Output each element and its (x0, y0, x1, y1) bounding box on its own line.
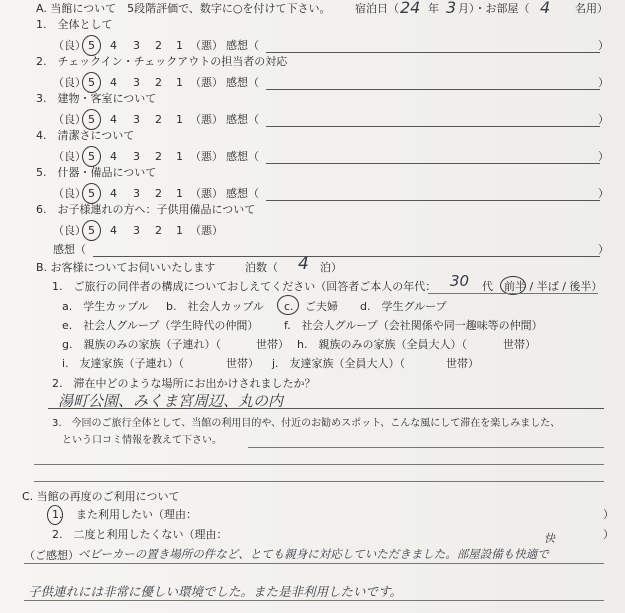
rating-bad-label: （悪） (190, 76, 223, 89)
room-people-value: 4 (540, 0, 551, 17)
option-c: ご夫婦 (305, 300, 338, 313)
comment-close: ） (598, 150, 609, 163)
rating-bad-label: （悪） (190, 39, 223, 52)
rating-number-3[interactable]: 3 (133, 224, 140, 237)
q2-text: 2. 滞在中どのような場所にお出かけされましたか？ (52, 377, 316, 390)
comment-line[interactable] (266, 200, 600, 201)
rating-number-5[interactable]: 5 (88, 113, 95, 126)
section-a-item-title: 5. 什器・備品について (36, 166, 157, 179)
stay-date-label: 宿泊日（ (355, 2, 399, 15)
c-option2: 2. 二度と利用したくない（理由： (52, 528, 228, 541)
q3-answer-line-3 (34, 481, 604, 482)
rating-number-4[interactable]: 4 (110, 113, 117, 126)
rating-number-1[interactable]: 1 (176, 39, 183, 52)
rating-number-3[interactable]: 3 (133, 39, 140, 52)
rating-number-2[interactable]: 2 (155, 224, 162, 237)
option-c-circle (277, 295, 299, 315)
rating-good-label: （良） (53, 150, 86, 163)
option-j-tail: 世帯） (446, 357, 479, 370)
option-h-tail: 世帯） (503, 338, 536, 351)
rating-number-4[interactable]: 4 (110, 150, 117, 163)
rating-number-2[interactable]: 2 (155, 187, 162, 200)
option-i: i. 友達家族（子連れ）（ (62, 357, 185, 370)
rating-number-1[interactable]: 1 (176, 187, 183, 200)
q2-answer: 湯町公園、みくま宮周辺、丸の内 (58, 392, 284, 410)
rating-bad-label: （悪） (190, 224, 223, 237)
comment-label: 感想（ (226, 113, 259, 126)
rating-number-1[interactable]: 1 (176, 113, 183, 126)
month-room-label: 月）・お部屋（ (458, 2, 530, 15)
q2-answer-line (48, 408, 604, 409)
rating-good-label: （良） (53, 76, 86, 89)
feedback-label: （ご感想） (24, 549, 79, 562)
rating-selected-circle (82, 220, 101, 241)
option-a: a. 学生カップル (62, 300, 149, 313)
c-option1: また利用したい（理由： (76, 508, 197, 521)
option-d: d. 学生グループ (360, 300, 447, 313)
section-a-instruction: A. 当館について 5段階評価で、数字に○を付けて下さい。 (36, 2, 331, 15)
option-i-tail: 世帯） (226, 357, 259, 370)
comment-close: ） (598, 39, 609, 52)
rating-number-1[interactable]: 1 (176, 76, 183, 89)
rating-number-2[interactable]: 2 (155, 76, 162, 89)
feedback-insert-mark: 快 (544, 532, 555, 545)
q3-line2: という口コミ情報を教えて下さい。 (62, 435, 222, 446)
feedback-line-2 (24, 600, 604, 601)
nights-suffix: 泊） (320, 261, 342, 274)
comment-line[interactable] (266, 126, 600, 127)
q3-line1: 3. 今回のご旅行全体として、当館の利用目的や、付近のお勧めスポット、こんな風にして滞在を楽しみました、 (52, 418, 561, 429)
section-c-title: C. 当館の再度のご利用について (22, 490, 180, 503)
rating-number-3[interactable]: 3 (133, 113, 140, 126)
age-value: 30 (450, 272, 470, 290)
section-a-item-title: 1. 全体として (36, 18, 113, 31)
rating-number-4[interactable]: 4 (110, 187, 117, 200)
feedback-line1: ベビーカーの置き場所の件など、とても親身に対応していただきました。部屋設備も快適で (78, 547, 549, 561)
comment-line[interactable] (266, 163, 600, 164)
section-a-item-title: 4. 清潔さについて (36, 129, 135, 142)
stay-month-value: 3 (446, 0, 457, 17)
comment-close: ） (598, 76, 609, 89)
feedback-line2: 子供連れには非常に優しい環境でした。また是非利用したいです。 (28, 584, 403, 599)
rating-selected-circle (82, 72, 101, 93)
comment-label: 感想（ (226, 76, 259, 89)
comment-line[interactable] (266, 52, 600, 53)
option-g: g. 親族のみの家族（子連れ）（ (62, 338, 221, 351)
option-b: b. 社会人カップル (166, 300, 264, 313)
age-underline (428, 293, 598, 294)
stay-year-value: 24 (400, 0, 421, 17)
comment-close: ） (598, 243, 609, 256)
rating-number-1[interactable]: 1 (176, 150, 183, 163)
rating-number-3[interactable]: 3 (133, 150, 140, 163)
option-e: e. 社会人グループ（学生時代の仲間） (62, 319, 259, 332)
rating-number-5[interactable]: 5 (88, 39, 95, 52)
rating-number-2[interactable]: 2 (155, 150, 162, 163)
age-options: 前半 / 半ば / 後半） (504, 280, 603, 293)
section-b-title: B. お客様についてお伺いいたします (36, 261, 216, 274)
rating-number-5[interactable]: 5 (88, 150, 95, 163)
rating-number-2[interactable]: 2 (155, 113, 162, 126)
q3-answer-line-2 (34, 464, 604, 465)
section-a-item-title: 3. 建物・客室について (36, 92, 157, 105)
rating-selected-circle (82, 183, 101, 204)
comment-close: ） (598, 187, 609, 200)
rating-good-label: （良） (53, 113, 86, 126)
year-label: 年 (428, 2, 439, 15)
comment-line[interactable] (266, 89, 600, 90)
rating-selected-circle (82, 109, 101, 130)
rating-number-1[interactable]: 1 (176, 224, 183, 237)
comment-label: 感想（ (226, 39, 259, 52)
q3-answer-line-1 (248, 447, 604, 448)
comment-line[interactable] (93, 256, 600, 257)
rating-number-5[interactable]: 5 (88, 187, 95, 200)
rating-number-4[interactable]: 4 (110, 224, 117, 237)
rating-selected-circle (82, 35, 101, 56)
feedback-line-1 (24, 563, 604, 564)
option-h: h. 親族のみの家族（全員大人）（ (297, 338, 467, 351)
nights-value: 4 (298, 254, 309, 274)
rating-bad-label: （悪） (190, 150, 223, 163)
nights-label: 泊数（ (245, 261, 278, 274)
rating-number-4[interactable]: 4 (110, 39, 117, 52)
option-f: f. 社会人グループ（会社関係や同一趣味等の仲間） (284, 319, 543, 332)
comment-label: 感想（ (53, 243, 86, 256)
rating-number-4[interactable]: 4 (110, 76, 117, 89)
c-option1-circle (47, 505, 63, 525)
rating-number-3[interactable]: 3 (133, 76, 140, 89)
c-option1-number: 1. (52, 508, 63, 521)
rating-selected-circle (82, 146, 101, 167)
comment-label: 感想（ (226, 187, 259, 200)
option-g-tail: 世帯） (256, 338, 289, 351)
comment-label: 感想（ (226, 150, 259, 163)
rating-bad-label: （悪） (190, 113, 223, 126)
section-a-item-title: 2. チェックイン・チェックアウトの担当者の対応 (36, 55, 288, 68)
option-c-letter: c. (284, 300, 294, 313)
age-label: 代 (482, 280, 493, 293)
rating-number-2[interactable]: 2 (155, 39, 162, 52)
rating-good-label: （良） (53, 39, 86, 52)
section-a-item-title: 6. お子様連れの方へ：子供用備品について (36, 203, 256, 216)
rating-good-label: （良） (53, 187, 86, 200)
comment-close: ） (598, 113, 609, 126)
q1-text: 1. ご旅行の同伴者の構成についておしえてください（回答者ご本人の年代： (52, 280, 437, 293)
c-option1-close: ） (603, 508, 614, 521)
rating-number-5[interactable]: 5 (88, 76, 95, 89)
rating-good-label: （良） (53, 224, 86, 237)
c-option2-close: ） (603, 528, 614, 541)
rating-number-3[interactable]: 3 (133, 187, 140, 200)
people-label: 名用） (575, 2, 608, 15)
rating-number-5[interactable]: 5 (88, 224, 95, 237)
rating-bad-label: （悪） (190, 187, 223, 200)
option-j: j. 友達家族（全員大人）（ (272, 357, 406, 370)
